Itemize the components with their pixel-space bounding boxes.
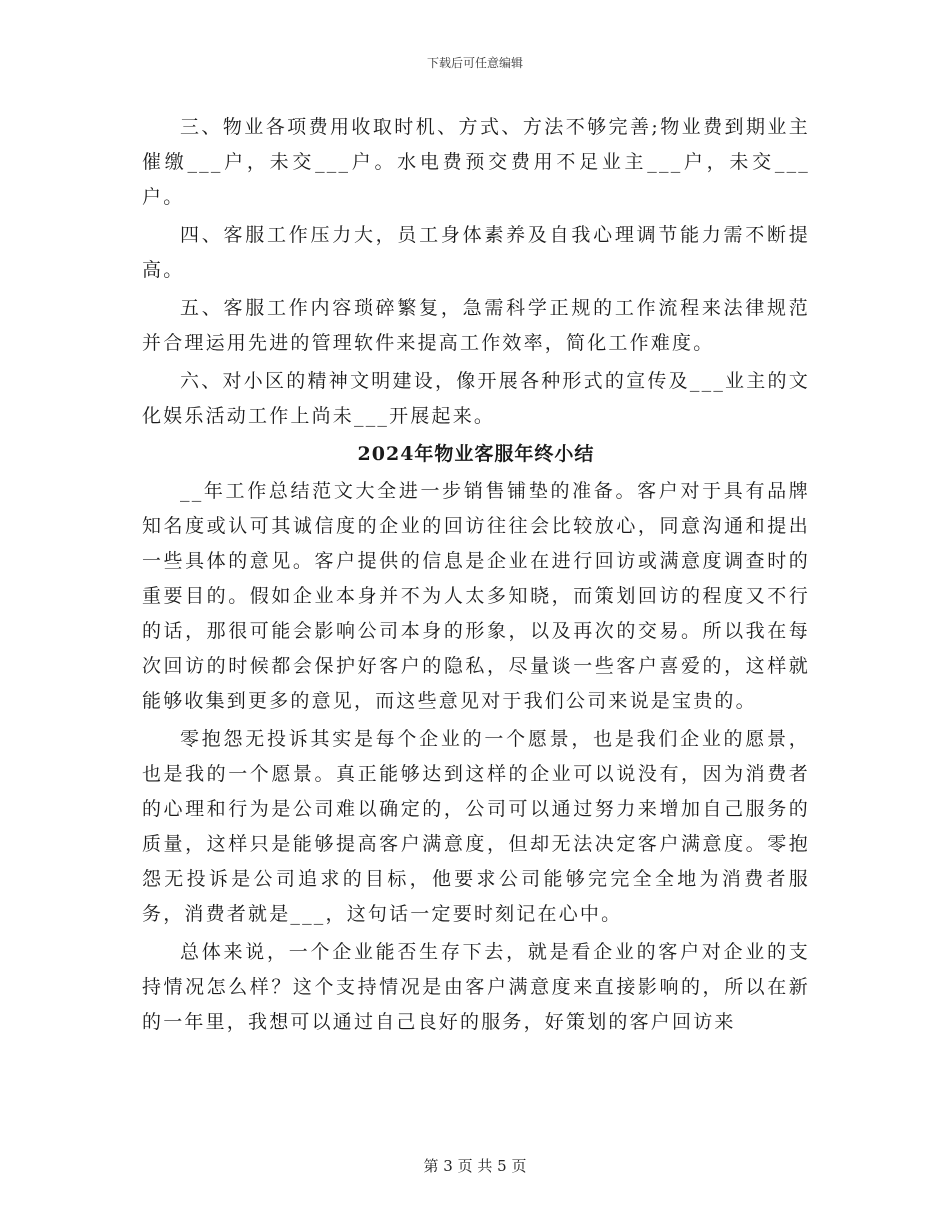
document-body — [142, 110, 810, 1040]
paragraph-intro: __年工作总结范文大全进一步销售铺垫的准备。客户对于具有品牌知名度或认可其诚信度的企业的回访往往会比较放心，同意沟通和提出一些具体的意见。客户提供的信息是企业在进行回访或满意度调查时的重要目的。假如企业本身并不为人太多知晓，而策划回访的程度又不行的话，那很可能会影响公司本身的形象，以及再次的交易。所以我在每次回访的时候都会保护好客户的隐私，尽量谈一些客户喜爱的，这样就能够收集到更多的意见，而这些意见对于我们公司来说是宝贵的。 — [142, 480, 810, 712]
paragraph-zero-complaint: 零抱怨无投诉其实是每个企业的一个愿景，也是我们企业的愿景，也是我的一个愿景。真正能够达到这样的企业可以说没有，因为消费者的心理和行为是公司难以确定的，公司可以通过努力来增加自己服务的质量，这样只是能够提高客户满意度，但却无法决定客户满意度。零抱怨无投诉是公司追求的目标，他要求公司能够完完全全地为消费者服务，消费者就是___，这句话一定要时刻记在心中。 — [142, 728, 810, 925]
paragraph-item-4: 四、客服工作压力大，员工身体素养及自我心理调节能力需不断提高。 — [142, 224, 810, 281]
paragraph-summary: 总体来说，一个企业能否生存下去，就是看企业的客户对企业的支持情况怎么样？这个支持情况是由客户满意度来直接影响的，所以在新的一年里，我想可以通过自己良好的服务，好策划的客户回访来 — [142, 941, 810, 1033]
paragraph-item-3: 三、物业各项费用收取时机、方式、方法不够完善;物业费到期业主催缴___户，未交___户。水电费预交费用不足业主___户，未交___户。 — [142, 116, 810, 208]
section-title: 2024年物业客服年终小结 — [357, 443, 595, 465]
paragraph-item-5: 五、客服工作内容琐碎繁复，急需科学正规的工作流程来法律规范并合理运用先进的管理软件来提高工作效率，简化工作难度。 — [142, 297, 810, 354]
paragraph-item-6: 六、对小区的精神文明建设，像开展各种形式的宣传及___业主的文化娱乐活动工作上尚未___开展起来。 — [142, 370, 810, 427]
page-header-note: 下载后可任意编辑 — [426, 56, 523, 70]
page-number: 第 3 页 共 5 页 — [423, 1157, 527, 1175]
